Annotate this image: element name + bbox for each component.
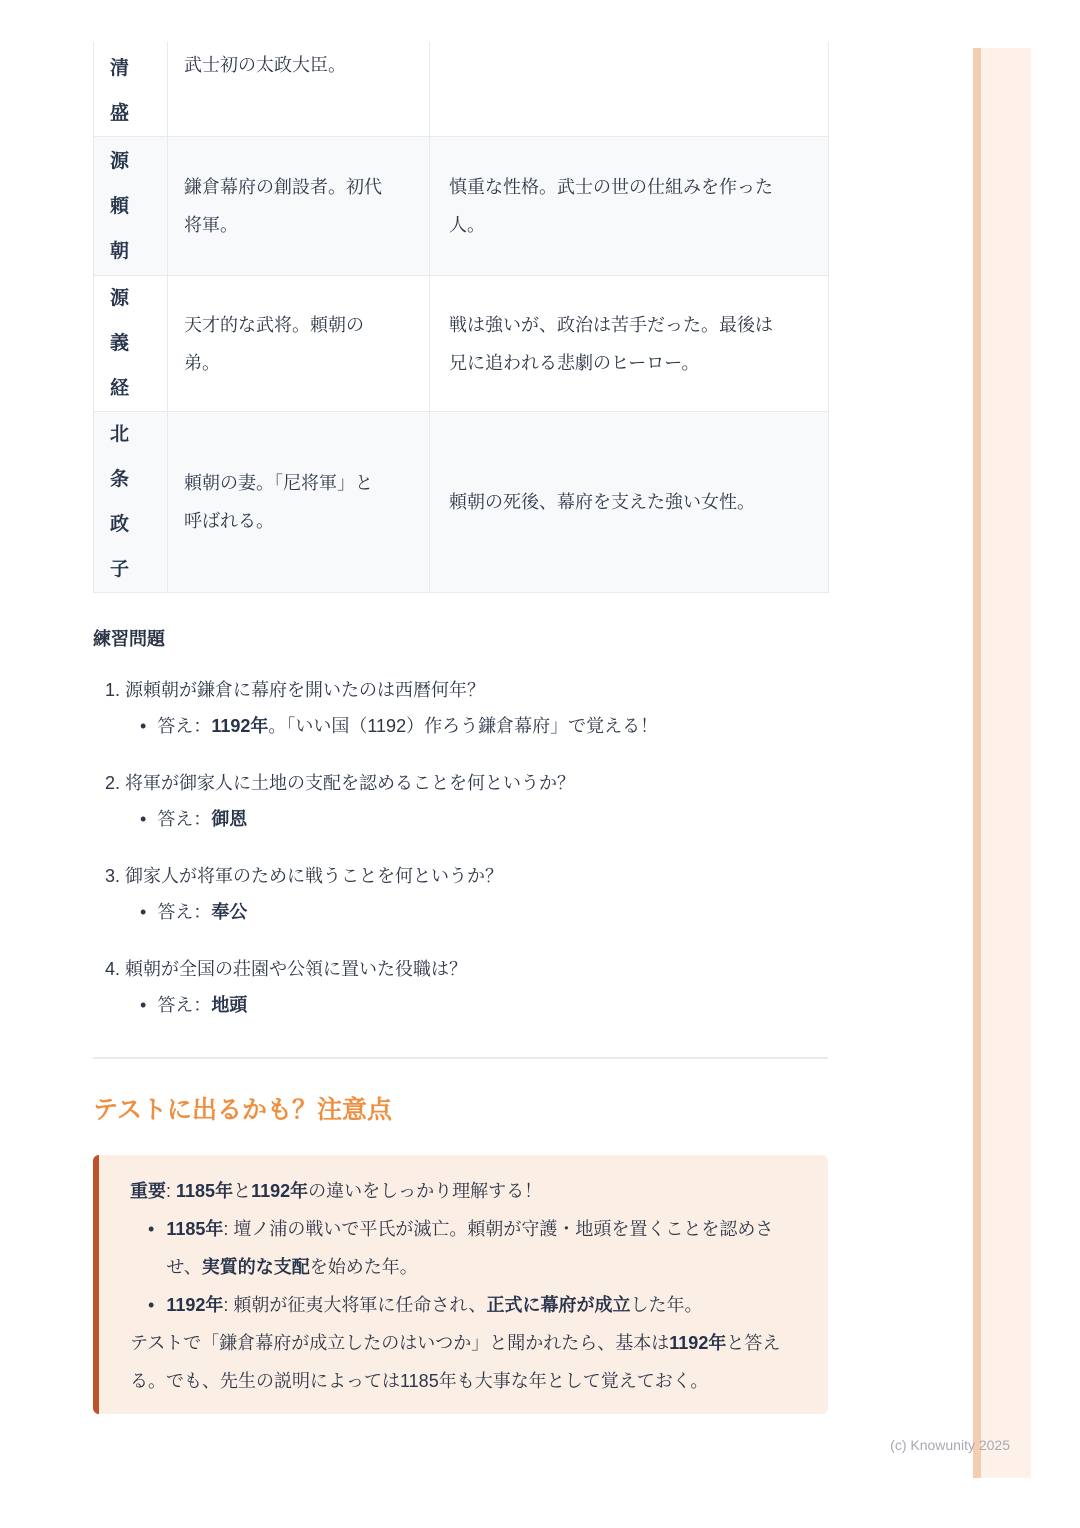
attention-section-heading: テストに出るかも？注意点: [93, 1096, 393, 1124]
question-number: 3.: [105, 866, 121, 886]
people-table: [93, 42, 829, 593]
bullet-icon: •: [140, 995, 147, 1015]
person-note: 頼朝の死後、幕府を支えた強い女性。: [430, 412, 829, 593]
callout-bullet: • 1185年: 壇ノ浦の戦いで平氏が滅亡。頼朝が守護・地頭を置くことを認めさせ、実質的な支配を始めた年。: [130, 1210, 788, 1286]
question-number: 2.: [105, 773, 121, 793]
practice-section-heading: 練習問題: [93, 629, 165, 649]
practice-item: [93, 955, 828, 1019]
practice-item: [93, 676, 828, 740]
person-role: 天才的な武将。頼朝の弟。: [168, 276, 430, 412]
copyright-footer: (c) Knowunity 2025: [890, 1437, 1010, 1453]
person-note: 戦は強いが、政治は苦手だった。最後は兄に追われる悲劇のヒーロー。: [430, 276, 829, 412]
question-text: 源頼朝が鎌倉に幕府を開いたのは西暦何年？: [125, 680, 486, 700]
person-name: 清盛: [110, 58, 130, 124]
person-role: 鎌倉幕府の創設者。初代将軍。: [168, 137, 430, 276]
answer-text: 答え：御恩: [157, 809, 248, 829]
bullet-icon: •: [148, 1295, 155, 1315]
person-role: 頼朝の妻。「尼将軍」と呼ばれる。: [168, 412, 430, 593]
bullet-icon: •: [140, 716, 147, 736]
question-text: 将軍が御家人に土地の支配を認めることを何というか？: [125, 773, 576, 793]
question-line: [93, 769, 828, 797]
table-row: [94, 412, 829, 593]
question-text: 御家人が将軍のために戦うことを何というか？: [125, 866, 504, 886]
answer-line: [93, 991, 828, 1019]
answer-line: [93, 898, 828, 926]
person-name: 源義経: [110, 288, 130, 399]
bullet-icon: •: [140, 902, 147, 922]
practice-item: [93, 862, 828, 926]
callout-paragraph: テストで「鎌倉幕府が成立したのはいつか」と聞かれたら、基本は1192年と答える。でも、先生の説明によっては1185年も大事な年として覚えておく。: [130, 1333, 781, 1391]
section-divider: [93, 1057, 828, 1059]
person-name: 源頼朝: [110, 150, 130, 262]
answer-text: 答え：奉公: [157, 902, 248, 922]
important-callout: [93, 1155, 828, 1414]
question-line: [93, 955, 828, 983]
question-number: 4.: [105, 959, 121, 979]
table-row: [94, 42, 829, 137]
answer-text: 答え：1192年。「いい国（1192）作ろう鎌倉幕府」で覚える！: [157, 716, 659, 736]
page-content: [93, 0, 828, 1414]
bullet-icon: •: [148, 1219, 155, 1239]
answer-text: 答え：地頭: [157, 995, 248, 1015]
person-note: 慎重な性格。武士の世の仕組みを作った人。: [430, 137, 829, 276]
person-role: 武士初の太政大臣。: [168, 42, 430, 137]
person-note: [430, 42, 829, 137]
table-row: [94, 276, 829, 412]
answer-line: [93, 805, 828, 833]
callout-bullet: • 1192年: 頼朝が征夷大将軍に任命され、正式に幕府が成立した年。: [130, 1286, 788, 1324]
practice-item: [93, 769, 828, 833]
question-line: [93, 862, 828, 890]
question-number: 1.: [105, 680, 121, 700]
person-name: 北条政子: [110, 424, 130, 580]
callout-lead: 重要: 1185年と1192年の違いをしっかり理解する！: [130, 1181, 543, 1201]
table-row: [94, 137, 829, 276]
bullet-icon: •: [140, 809, 147, 829]
next-page-edge: [973, 48, 1031, 1478]
question-text: 頼朝が全国の荘園や公領に置いた役職は？: [125, 959, 468, 979]
question-line: [93, 676, 828, 704]
answer-line: [93, 712, 828, 740]
practice-list: [93, 676, 828, 1019]
